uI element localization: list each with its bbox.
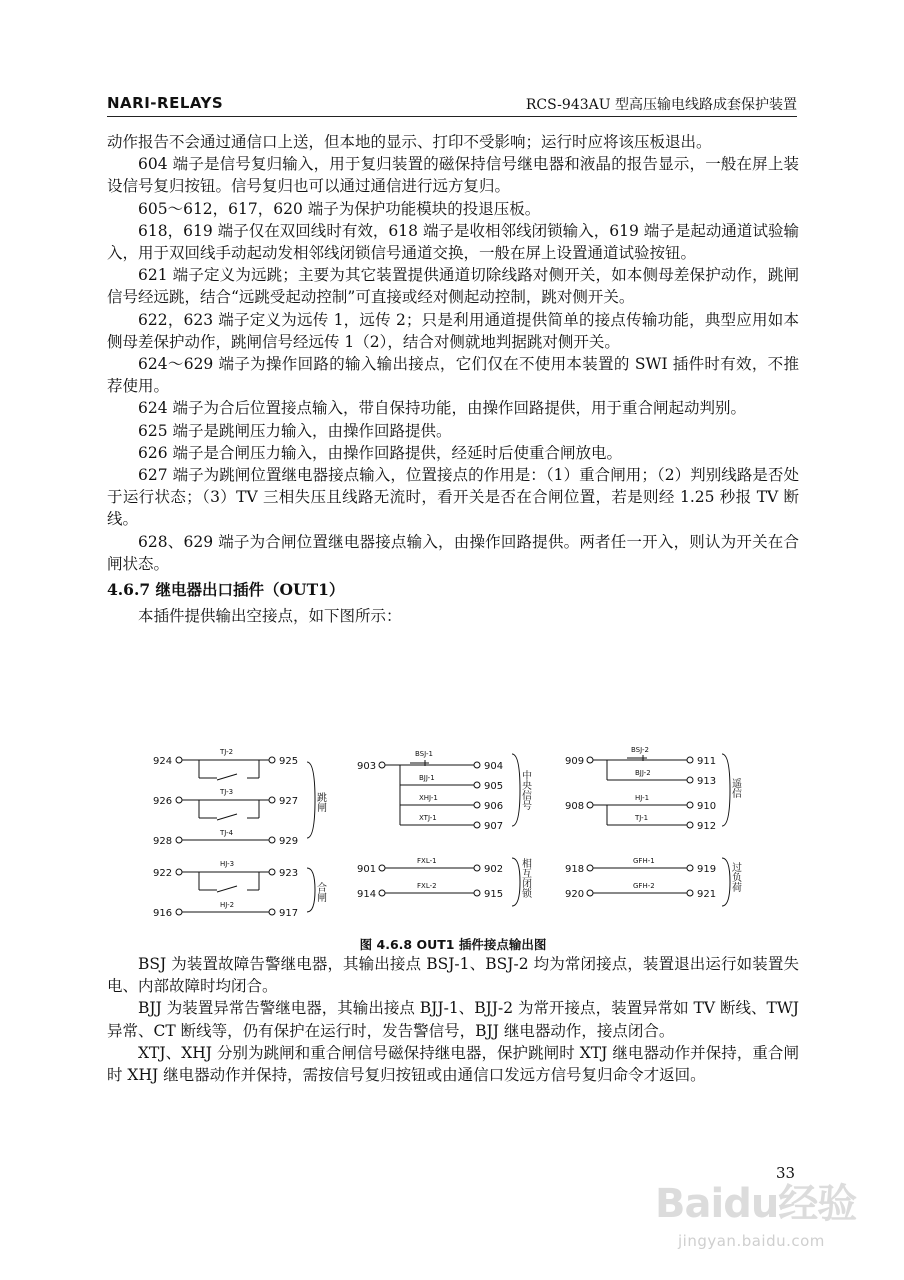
paragraph: 626 端子是合闸压力输入，由操作回路提供，经延时后使重合闸放电。 (138, 443, 623, 462)
paragraph: BJJ 为装置异常告警继电器，其输出接点 BJJ-1、BJJ-2 为常开接点，装置异常如 TV 断线、TWJ 异常、CT 断线等，仍有保护在运行时，发告警信号，BJJ 继电器动作，接点闭合。 (107, 999, 799, 1040)
terminal-label: 901 (357, 864, 377, 875)
terminal-label: 921 (697, 889, 717, 900)
contact-diagram-svg (107, 740, 799, 935)
header-rule (107, 116, 797, 117)
terminal-label: 912 (697, 821, 717, 832)
relay-contact-label: TJ-4 (220, 829, 234, 837)
relay-contact-label: BSJ-1 (415, 750, 433, 758)
relay-contact-label: HJ-1 (635, 794, 650, 802)
figure-intro: 本插件提供输出空接点，如下图所示： (138, 607, 402, 626)
terminal-label: 911 (697, 756, 717, 767)
watermark-url: jingyan.baidu.com (678, 1232, 825, 1250)
terminal-label: 919 (697, 864, 717, 875)
terminal-label: 918 (565, 864, 585, 875)
terminal-label: 902 (484, 864, 504, 875)
group-label: 中央信号 (519, 770, 531, 810)
out1-contact-diagram (107, 740, 799, 952)
terminal-label: 905 (484, 781, 504, 792)
paragraph: XTJ、XHJ 分别为跳闸和重合闸信号磁保持继电器，保护跳闸时 XTJ 继电器动作并保持，重合闸时 XHJ 继电器动作并保持，需按信号复归按钮或由通信口发远方信号复归命令才返回。 (107, 1043, 799, 1085)
group-label: 过负荷 (729, 862, 741, 892)
paragraph: 625 端子是跳闸压力输入，由操作回路提供。 (138, 421, 452, 440)
relay-contact-label: TJ-2 (220, 748, 234, 756)
terminal-label: 909 (565, 756, 585, 767)
section-heading: 4.6.7 继电器出口插件（OUT1） (107, 580, 345, 600)
terminal-label: 924 (153, 756, 173, 767)
relay-contact-label: HJ-3 (220, 860, 235, 868)
body-text-bottom (107, 953, 799, 1086)
relay-contact-label: BSJ-2 (631, 746, 649, 754)
paragraph: 618，619 端子仅在双回线时有效，618 端子是收相邻线闭锁输入，619 端子是起动通道试验输入，用于双回线手动起动发相邻线闭锁信号通道交换，一般在屏上设置通道试验按钮。 (107, 221, 799, 263)
relay-contact-label: BJJ-2 (635, 769, 651, 777)
watermark-logo: Baidu经验 (655, 1181, 857, 1227)
figure-caption: 图 4.6.8 OUT1 插件接点输出图 (359, 937, 547, 952)
terminal-label: 920 (565, 889, 585, 900)
page-number: 33 (776, 1164, 796, 1182)
terminal-label: 904 (484, 761, 504, 772)
terminal-label: 928 (153, 836, 173, 847)
relay-contact-label: BJJ-1 (419, 774, 435, 782)
paragraph: 622，623 端子定义为远传 1，远传 2；只是利用通道提供简单的接点传输功能，典型应用如本侧母差保护动作，跳闸信号经远传 1（2），结合对侧就地判据跳对侧开关。 (107, 310, 799, 351)
paragraph: 624 端子为合后位置接点输入，带自保持功能，由操作回路提供，用于重合闸起动判别。 (138, 399, 747, 418)
terminal-label: 917 (279, 908, 299, 919)
terminal-label: 910 (697, 801, 717, 812)
terminal-label: 922 (153, 868, 173, 879)
terminal-label: 914 (357, 889, 377, 900)
relay-contact-label: XHJ-1 (419, 794, 438, 802)
paragraph: 动作报告不会通过通信口上送，但本地的显示、打印不受影响；运行时应将该压板退出。 (107, 133, 712, 151)
terminal-label: 907 (484, 821, 504, 832)
relay-contact-label: FXL-2 (417, 882, 437, 890)
relay-contact-label: GFH-1 (633, 857, 655, 865)
document-title: RCS-943AU 型高压输电线路成套保护装置 (525, 97, 797, 113)
terminal-label: 913 (697, 776, 717, 787)
group-label: 跳闸 (314, 792, 326, 812)
paragraph: 604 端子是信号复归输入，用于复归装置的磁保持信号继电器和液晶的报告显示，一般在屏上装设信号复归按钮。信号复归也可以通过通信进行远方复归。 (107, 155, 799, 196)
paragraph: BSJ 为装置故障告警继电器，其输出接点 BSJ-1、BSJ-2 均为常闭接点，装置退出运行如装置失电、内部故障时均闭合。 (107, 955, 799, 996)
relay-contact-label: TJ-1 (635, 814, 649, 822)
paragraph: 621 端子定义为远跳；主要为其它装置提供通道切除线路对侧开关，如本侧母差保护动作，跳闸信号经远跳，结合“远跳受起动控制”可直接或经对侧起动控制，跳对侧开关。 (107, 266, 799, 307)
terminal-label: 929 (279, 836, 299, 847)
terminal-label: 923 (279, 868, 299, 879)
terminal-label: 908 (565, 801, 585, 812)
brand-logo-text: NARI-RELAYS (107, 94, 224, 112)
body-text-top (107, 131, 799, 629)
relay-contact-label: XTJ-1 (419, 814, 437, 822)
paragraph: 624～629 端子为操作回路的输入输出接点，它们仅在不使用本装置的 SWI 插件时有效，不推荐使用。 (107, 355, 799, 396)
group-label: 合闸 (314, 882, 326, 902)
group-label: 相互闭锁 (519, 858, 531, 898)
terminal-label: 903 (357, 761, 377, 772)
paragraph: 627 端子为跳闸位置继电器接点输入，位置接点的作用是：（1）重合闸用；（2）判别线路是否处于运行状态；（3）TV 三相失压且线路无流时，看开关是否在合闸位置，若是则经 1.25 秒报 TV 断线。 (107, 466, 799, 529)
relay-contact-label: TJ-3 (220, 788, 234, 796)
terminal-label: 926 (153, 796, 173, 807)
page-header (107, 92, 797, 118)
relay-contact-label: HJ-2 (220, 901, 235, 909)
terminal-label: 915 (484, 889, 504, 900)
paragraph: 605～612，617，620 端子为保护功能模块的投退压板。 (138, 199, 541, 218)
terminal-label: 925 (279, 756, 299, 767)
terminal-label: 916 (153, 908, 173, 919)
terminal-label: 906 (484, 801, 504, 812)
relay-contact-label: GFH-2 (633, 882, 655, 890)
terminal-label: 927 (279, 796, 299, 807)
paragraph: 628、629 端子为合闸位置继电器接点输入，由操作回路提供。两者任一开入，则认为开关在合闸状态。 (107, 532, 799, 573)
group-label: 遥信 (729, 778, 741, 798)
relay-contact-label: FXL-1 (417, 857, 437, 865)
